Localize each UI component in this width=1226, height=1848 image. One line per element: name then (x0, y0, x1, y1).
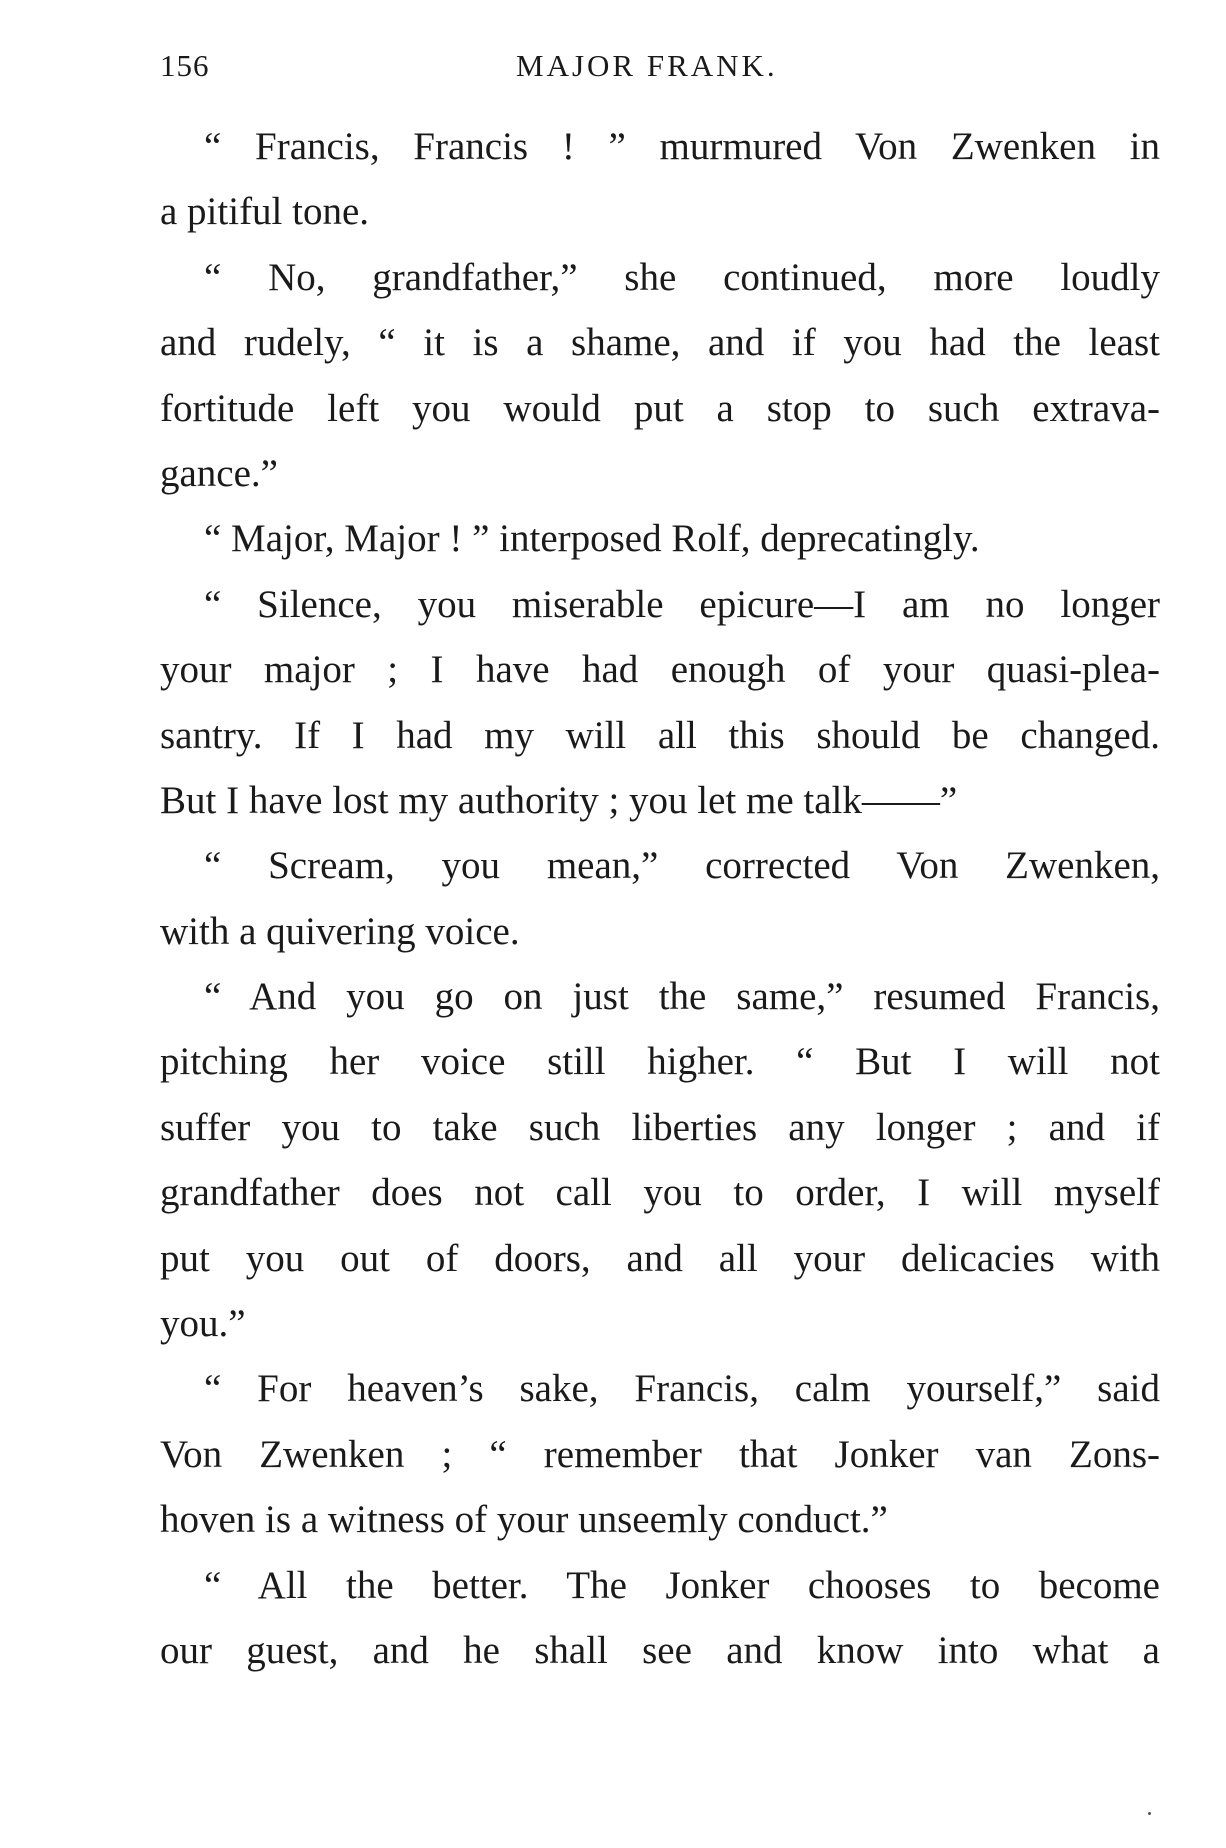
text-line: our guest, and he shall see and know into what a (160, 1628, 1160, 1672)
text-line: “ Scream, you mean,” corrected Von Zwenken, (204, 844, 1160, 888)
body-text (160, 114, 1160, 1683)
text-line: “ Francis, Francis ! ” murmured Von Zwenken in (204, 125, 1160, 168)
text-line: put you out of doors, and all your delicacies with (160, 1236, 1160, 1280)
text-line: with a quivering voice. (160, 909, 520, 953)
running-title: MAJOR FRANK. (516, 48, 778, 83)
page-header (160, 36, 1160, 96)
paper-speck (1148, 1812, 1151, 1815)
text-line: Von Zwenken ; “ remember that Jonker van Zons- (160, 1432, 1160, 1476)
text-line: pitching her voice still higher. “ But I will not (160, 1040, 1160, 1084)
text-line: santry. If I had my will all this should be changed. (160, 713, 1160, 757)
text-line: hoven is a witness of your unseemly conduct.” (160, 1498, 888, 1542)
text-line: “ No, grandfather,” she continued, more loudly (204, 255, 1160, 299)
text-line: “ All the better. The Jonker chooses to become (204, 1563, 1160, 1607)
text-line: your major ; I have had enough of your quasi-plea- (160, 648, 1160, 692)
text-line: you.” (160, 1302, 246, 1346)
text-line: “ Silence, you miserable epicure—I am no longer (204, 582, 1160, 626)
text-line: “ For heaven’s sake, Francis, calm yourself,” said (204, 1367, 1160, 1411)
text-line: a pitiful tone. (160, 190, 370, 234)
page-number: 156 (160, 48, 210, 83)
text-line: fortitude left you would put a stop to such extrava- (160, 386, 1160, 430)
text-line: and rudely, “ it is a shame, and if you had the least (160, 321, 1160, 365)
text-line: suffer you to take such liberties any longer ; and if (160, 1105, 1160, 1149)
text-line: grandfather does not call you to order, I will myself (160, 1171, 1160, 1215)
text-line: But I have lost my authority ; you let me talk——” (160, 778, 958, 822)
text-line: gance.” (160, 451, 278, 495)
text-line: “ And you go on just the same,” resumed Francis, (204, 975, 1160, 1019)
text-line: “ Major, Major ! ” interposed Rolf, deprecatingly. (204, 517, 980, 561)
